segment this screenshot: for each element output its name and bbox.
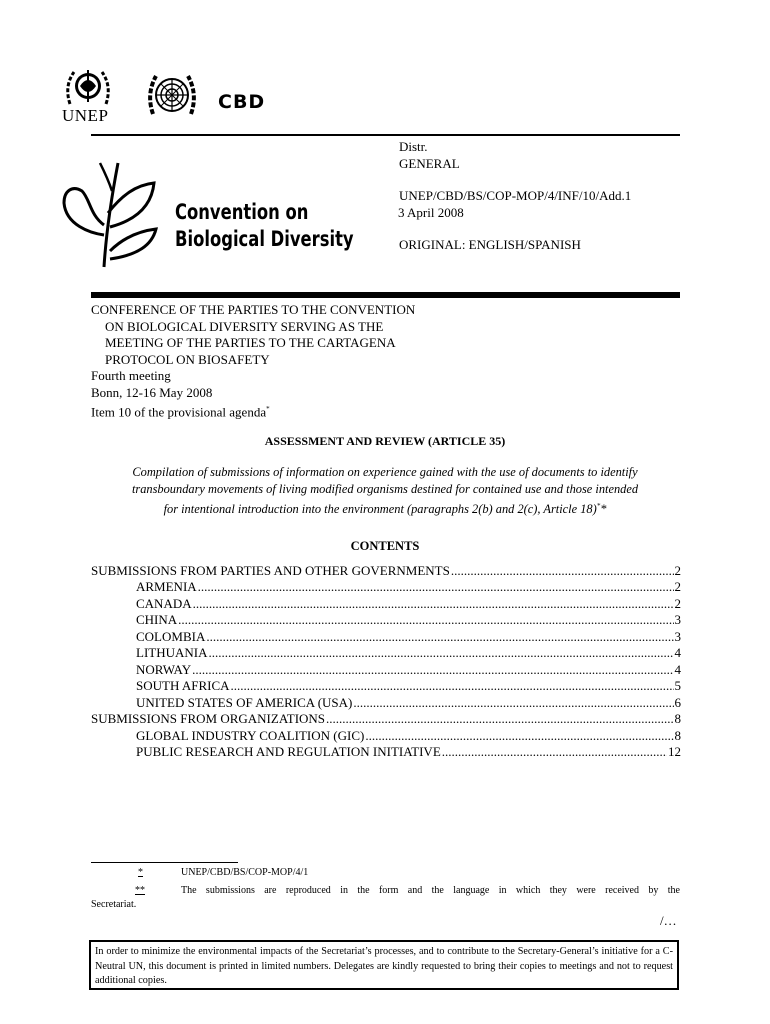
header-thick-rule bbox=[91, 292, 680, 298]
toc-page: 3 bbox=[674, 612, 681, 627]
logo-line2: Biological Diversity bbox=[175, 227, 354, 251]
footnote-2-text: The submissions are reproduced in the form and the language in which they were received by the bbox=[181, 885, 680, 896]
toc-page: 8 bbox=[674, 711, 681, 726]
toc-leader bbox=[326, 711, 673, 727]
document-date: 3 April 2008 bbox=[398, 204, 464, 220]
toc-leader bbox=[206, 629, 673, 645]
toc-leader bbox=[365, 728, 673, 744]
toc-entry[interactable] bbox=[136, 596, 681, 612]
footnote-1-mark: * bbox=[138, 867, 143, 878]
toc-leader bbox=[192, 662, 673, 678]
meeting-line4: PROTOCOL ON BIOSAFETY bbox=[105, 351, 270, 367]
toc-entry[interactable] bbox=[136, 695, 681, 711]
meeting-venue: Bonn, 12-16 May 2008 bbox=[91, 384, 213, 400]
cbd-label: CBD bbox=[218, 91, 266, 113]
toc-entry[interactable] bbox=[136, 744, 681, 760]
toc-page: 4 bbox=[674, 645, 681, 660]
toc-leader bbox=[193, 596, 674, 612]
toc-label: CANADA bbox=[136, 596, 192, 611]
toc-page: 4 bbox=[674, 662, 681, 677]
unep-logo bbox=[62, 64, 114, 126]
toc-label: PUBLIC RESEARCH AND REGULATION INITIATIVE bbox=[136, 744, 441, 759]
toc-label: SOUTH AFRICA bbox=[136, 678, 230, 693]
toc-leader bbox=[198, 579, 674, 595]
original-language: ORIGINAL: ENGLISH/SPANISH bbox=[399, 237, 581, 252]
cbd-logo bbox=[60, 155, 354, 270]
toc-leader bbox=[178, 612, 673, 628]
toc-page: 2 bbox=[674, 563, 681, 578]
toc-label: SUBMISSIONS FROM ORGANIZATIONS bbox=[91, 711, 326, 726]
unep-label: UNEP bbox=[62, 106, 109, 125]
toc-page: 2 bbox=[674, 596, 681, 611]
meeting-info bbox=[91, 302, 415, 421]
toc-leader bbox=[353, 695, 673, 711]
distr-general: GENERAL bbox=[399, 155, 460, 171]
distr-label: Distr. bbox=[399, 139, 428, 154]
subtitle-line2: transboundary movements of living modified organisms destined for contained use and those intended bbox=[131, 482, 639, 496]
un-emblem bbox=[146, 70, 198, 120]
meeting-line2: ON BIOLOGICAL DIVERSITY SERVING AS THE bbox=[105, 318, 384, 334]
meeting-line1: CONFERENCE OF THE PARTIES TO THE CONVENTION bbox=[91, 302, 416, 317]
toc-entry[interactable] bbox=[136, 728, 681, 744]
toc-label: SUBMISSIONS FROM PARTIES AND OTHER GOVERNMENTS bbox=[91, 563, 450, 578]
toc-label: GLOBAL INDUSTRY COALITION (GIC) bbox=[136, 728, 365, 743]
toc-page: 5 bbox=[674, 678, 681, 693]
header-rule bbox=[91, 134, 680, 136]
toc-label: NORWAY bbox=[136, 662, 192, 677]
toc-entry[interactable] bbox=[136, 678, 681, 694]
agenda-item bbox=[91, 401, 415, 421]
continuation-mark: /… bbox=[660, 913, 677, 928]
toc-entry[interactable] bbox=[136, 629, 681, 645]
toc-leader bbox=[231, 678, 674, 694]
toc-entry[interactable] bbox=[136, 579, 681, 595]
toc-leader bbox=[442, 744, 667, 760]
toc-page: 2 bbox=[674, 579, 681, 594]
distribution-block bbox=[399, 139, 631, 254]
toc-entry[interactable] bbox=[91, 563, 681, 579]
toc-leader bbox=[451, 563, 674, 579]
environmental-notice: In order to minimize the environmental impacts of the Secretariat’s processes, and to contribute to the Secretary-General’s initiative for a C-Neutral UN, this document is printed in limited numbers. Delegates are kindly requested to bring their copies to meetings and not to request additional copies. bbox=[89, 940, 679, 990]
footnote-2-mark: ** bbox=[135, 885, 145, 896]
document-title: ASSESSMENT AND REVIEW (ARTICLE 35) bbox=[264, 434, 506, 448]
toc-leader bbox=[208, 645, 673, 661]
toc-entry[interactable] bbox=[136, 612, 681, 628]
unep-emblem-icon bbox=[62, 64, 114, 110]
contents-heading: CONTENTS bbox=[350, 539, 420, 553]
toc-page: 6 bbox=[674, 695, 681, 710]
document-symbol: UNEP/CBD/BS/COP-MOP/4/INF/10/Add.1 bbox=[399, 188, 632, 203]
footnote-1-text: UNEP/CBD/BS/COP-MOP/4/1 bbox=[181, 867, 309, 878]
agenda-item-text: Item 10 of the provisional agenda bbox=[91, 404, 267, 420]
agenda-footnote-mark: * bbox=[266, 405, 270, 413]
meeting-number: Fourth meeting bbox=[91, 368, 171, 383]
toc-label: ARMENIA bbox=[136, 579, 197, 594]
document-subtitle bbox=[0, 464, 770, 518]
plant-icon bbox=[60, 155, 160, 270]
toc-label: LITHUANIA bbox=[136, 645, 208, 660]
toc-page: 8 bbox=[674, 728, 681, 743]
subtitle-mark2: * bbox=[600, 502, 607, 517]
meeting-line3: MEETING OF THE PARTIES TO THE CARTAGENA bbox=[105, 335, 396, 350]
subtitle-line3 bbox=[0, 498, 770, 518]
toc-page: 12 bbox=[668, 744, 681, 759]
subtitle-mark1: * bbox=[596, 502, 601, 510]
toc-entry[interactable] bbox=[136, 662, 681, 678]
footnote-2-continued: Secretariat. bbox=[91, 899, 137, 910]
footnote-rule bbox=[91, 862, 238, 863]
logo-line1: Convention on bbox=[175, 200, 309, 224]
subtitle-line3-text: for intentional introduction into the environment (paragraphs 2(b) and 2(c), Article 18) bbox=[163, 502, 597, 517]
toc-label: COLOMBIA bbox=[136, 629, 206, 644]
toc-label: CHINA bbox=[136, 612, 178, 627]
toc-label: UNITED STATES OF AMERICA (USA) bbox=[136, 695, 353, 710]
toc-entry[interactable] bbox=[136, 645, 681, 661]
subtitle-line1: Compilation of submissions of information on experience gained with the use of documents to identify bbox=[132, 465, 638, 479]
toc-entry[interactable] bbox=[91, 711, 681, 727]
toc-page: 3 bbox=[674, 629, 681, 644]
un-emblem-icon bbox=[146, 70, 198, 120]
